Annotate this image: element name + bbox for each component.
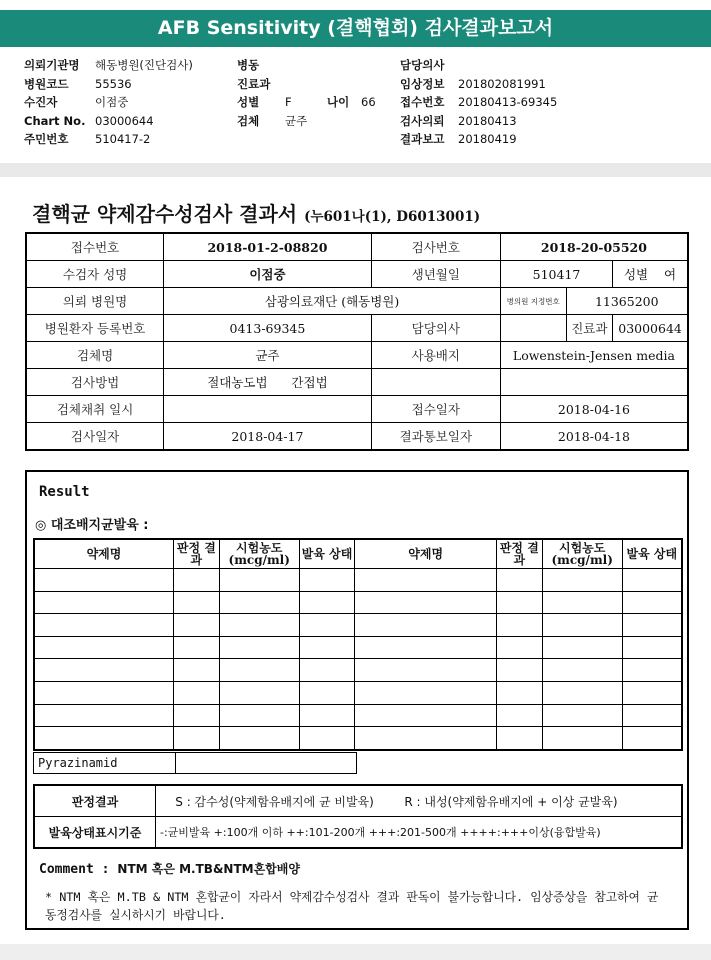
table-cell: [542, 727, 622, 750]
legend-judge-key: 판정결과: [34, 785, 156, 817]
table-cell: [355, 636, 496, 659]
table-cell: [219, 727, 299, 750]
table-cell: [34, 591, 173, 614]
drug-table-body: [34, 569, 682, 750]
comment: [39, 860, 300, 877]
sex-cell: [613, 261, 688, 288]
hdr-key: 병원코드: [24, 76, 69, 91]
hdr-value: F: [285, 95, 292, 110]
hdr-value: 510417-2: [95, 132, 151, 147]
patient-name: 이점중: [164, 261, 372, 288]
test-no-label: 검사번호: [371, 233, 500, 261]
table-cell: [622, 569, 682, 592]
pyrazinamid-result: [176, 753, 357, 774]
table-cell: [219, 681, 299, 704]
hospital-name: 삼광의료재단 (해동병원): [164, 288, 501, 315]
hosp-code: 11365200: [566, 288, 688, 315]
table-cell: [496, 727, 542, 750]
table-cell: [219, 591, 299, 614]
pyrazinamid-label: Pyrazinamid: [34, 753, 176, 774]
hospital-label: 의뢰 병원명: [26, 288, 164, 315]
table-cell: [496, 704, 542, 727]
hdr-key: Chart No.: [24, 113, 86, 128]
method-value: [164, 369, 372, 396]
table-row: [34, 591, 682, 614]
medium-value: Lowenstein-Jensen media: [500, 342, 688, 369]
empty-cell: [500, 369, 688, 396]
hdr-key: 의뢰기관명: [24, 58, 80, 72]
table-row: [34, 614, 682, 637]
table-cell: [496, 569, 542, 592]
table-cell: [299, 727, 355, 750]
table-cell: [496, 659, 542, 682]
method-2: 간접법: [291, 375, 328, 390]
table-cell: [542, 636, 622, 659]
table-cell: [219, 659, 299, 682]
hdr-key: 나이: [327, 95, 350, 110]
test-date-label: 검사일자: [26, 423, 164, 451]
table-cell: [299, 681, 355, 704]
hdr-key: 진료과: [237, 76, 271, 91]
table-cell: [299, 636, 355, 659]
patient-label: 수검자 성명: [26, 261, 164, 288]
pyrazinamid-row: [33, 752, 357, 774]
doctor-label: 담당의사: [371, 315, 500, 342]
hdr-value: 20180419: [458, 132, 517, 147]
dept-value: 03000644: [613, 315, 688, 342]
hdr-key: 주민번호: [24, 132, 69, 147]
doctor-name: [500, 315, 566, 342]
table-cell: [219, 636, 299, 659]
table-row: [34, 681, 682, 704]
reg-label: 병원환자 등록번호: [26, 315, 164, 342]
receipt-no: 2018-01-2-08820: [164, 233, 372, 261]
table-cell: [622, 659, 682, 682]
hdr-key: 결과보고: [400, 132, 445, 147]
header-col1: [24, 56, 193, 149]
hdr-value: 03000644: [95, 113, 154, 128]
control-medium-title: ◎ 대조배지균발육 :: [35, 518, 149, 533]
table-cell: [542, 614, 622, 637]
notify-date: 2018-04-18: [500, 423, 688, 451]
report-title: [32, 198, 480, 227]
legend-r: R : 내성(약제함유배지에 + 이상 균발육): [404, 794, 618, 809]
table-cell: [622, 681, 682, 704]
table-cell: [34, 569, 173, 592]
legend-s: S : 감수성(약제함유배지에 균 비발육): [175, 794, 374, 809]
table-cell: [622, 636, 682, 659]
test-date: 2018-04-17: [164, 423, 372, 451]
result-section: [25, 470, 689, 930]
table-cell: [299, 659, 355, 682]
hdr-key: 접수번호: [400, 95, 445, 110]
table-cell: [299, 614, 355, 637]
table-cell: [173, 727, 219, 750]
table-cell: [299, 591, 355, 614]
table-cell: [622, 614, 682, 637]
legend-table: [33, 784, 683, 849]
hdr-key: 병동: [237, 58, 260, 72]
table-cell: [355, 569, 496, 592]
hosp-code-label: 병의원 지정번호: [500, 288, 566, 315]
drug-table: [33, 538, 683, 751]
table-row: [34, 659, 682, 682]
table-row: [34, 636, 682, 659]
hdr-key: 임상정보: [400, 76, 445, 91]
specimen-value: 균주: [164, 342, 372, 369]
method-1: 절대농도법: [207, 375, 268, 390]
table-row: [34, 727, 682, 750]
hdr-key: 담당의사: [400, 58, 445, 72]
hdr-key: 검사의뢰: [400, 113, 445, 128]
table-cell: [355, 727, 496, 750]
table-cell: [173, 636, 219, 659]
table-cell: [355, 704, 496, 727]
table-cell: [219, 704, 299, 727]
table-cell: [219, 614, 299, 637]
dept-label: 진료과: [566, 315, 613, 342]
report-code: (누601나(1), D6013001): [304, 209, 481, 225]
col-judge: 판정 결과: [173, 539, 219, 569]
comment-key: Comment :: [39, 862, 110, 877]
table-cell: [496, 636, 542, 659]
recv-date-label: 접수일자: [371, 396, 500, 423]
table-cell: [496, 614, 542, 637]
table-cell: [299, 704, 355, 727]
method-label: 검사방법: [26, 369, 164, 396]
specimen-label: 검체명: [26, 342, 164, 369]
table-cell: [542, 591, 622, 614]
table-cell: [542, 659, 622, 682]
table-cell: [355, 659, 496, 682]
table-cell: [34, 659, 173, 682]
header-col2: [237, 56, 376, 130]
table-row: [34, 569, 682, 592]
table-cell: [622, 591, 682, 614]
notify-label: 결과통보일자: [371, 423, 500, 451]
table-cell: [542, 681, 622, 704]
medium-label: 사용배지: [371, 342, 500, 369]
col-conc: 시험농도 (mcg/ml): [542, 539, 622, 569]
empty-cell: [371, 369, 500, 396]
patient-info-table: [25, 232, 689, 451]
legend-growth-key: 발육상태표시기준: [34, 817, 156, 849]
test-no: 2018-20-05520: [500, 233, 688, 261]
table-cell: [355, 614, 496, 637]
hdr-value: 균주: [285, 113, 308, 128]
hdr-key: 검체: [237, 113, 260, 128]
hdr-key: 성별: [237, 95, 260, 110]
col-growth: 발육 상태: [622, 539, 682, 569]
hdr-value: 이점중: [95, 95, 129, 110]
table-cell: [219, 569, 299, 592]
table-cell: [173, 659, 219, 682]
table-cell: [622, 727, 682, 750]
report-banner: AFB Sensitivity (결핵협회) 검사결과보고서: [0, 10, 711, 47]
section-divider: [0, 163, 711, 177]
legend-judge-value: [156, 785, 683, 817]
receipt-no-label: 접수번호: [26, 233, 164, 261]
col-drug: 약제명: [355, 539, 496, 569]
table-cell: [173, 704, 219, 727]
col-growth: 발육 상태: [299, 539, 355, 569]
col-judge: 판정 결과: [496, 539, 542, 569]
collect-value: [164, 396, 372, 423]
table-cell: [34, 636, 173, 659]
table-cell: [173, 569, 219, 592]
reg-no: 0413-69345: [164, 315, 372, 342]
sex-label: 성별: [623, 267, 649, 282]
sex-value: 여: [664, 267, 677, 282]
col-drug: 약제명: [34, 539, 173, 569]
table-cell: [34, 614, 173, 637]
result-title: Result: [39, 484, 90, 500]
table-cell: [355, 681, 496, 704]
recv-date: 2018-04-16: [500, 396, 688, 423]
hdr-value: 201802081991: [458, 76, 546, 91]
birth-label: 생년월일: [371, 261, 500, 288]
table-cell: [173, 614, 219, 637]
report-title-text: 결핵균 약제감수성검사 결과서: [32, 202, 298, 226]
table-cell: [496, 591, 542, 614]
bottom-divider: [0, 944, 711, 960]
note-text: * NTM 혹은 M.TB & NTM 혼합균이 자라서 약제감수성검사 결과 판독이 불가능합니다. 임상증상을 참고하여 균동정검사를 실시하시기 바랍니다.: [45, 890, 659, 922]
table-cell: [496, 681, 542, 704]
table-cell: [173, 591, 219, 614]
hdr-value: 66: [361, 95, 376, 110]
legend-growth-value: -:균비발육 +:100개 이하 ++:101-200개 +++:201-500개 ++++:+++이상(융합발육): [156, 817, 683, 849]
collect-label: 검체채취 일시: [26, 396, 164, 423]
table-cell: [299, 569, 355, 592]
table-cell: [173, 681, 219, 704]
table-cell: [542, 569, 622, 592]
hdr-value: 20180413: [458, 113, 517, 128]
comment-value: NTM 혹은 M.TB&NTM혼합배양: [117, 862, 300, 876]
header-col3: [400, 56, 557, 149]
table-cell: [622, 704, 682, 727]
table-cell: [34, 681, 173, 704]
hdr-key: 수진자: [24, 95, 58, 110]
table-cell: [355, 591, 496, 614]
table-row: [34, 704, 682, 727]
table-cell: [34, 704, 173, 727]
col-conc: 시험농도 (mcg/ml): [219, 539, 299, 569]
birth-date: 510417: [500, 261, 612, 288]
hdr-value: 20180413-69345: [458, 95, 558, 110]
table-cell: [542, 704, 622, 727]
hdr-value: 55536: [95, 76, 132, 91]
table-cell: [34, 727, 173, 750]
hdr-value: 해동병원(진단검사): [95, 58, 193, 72]
